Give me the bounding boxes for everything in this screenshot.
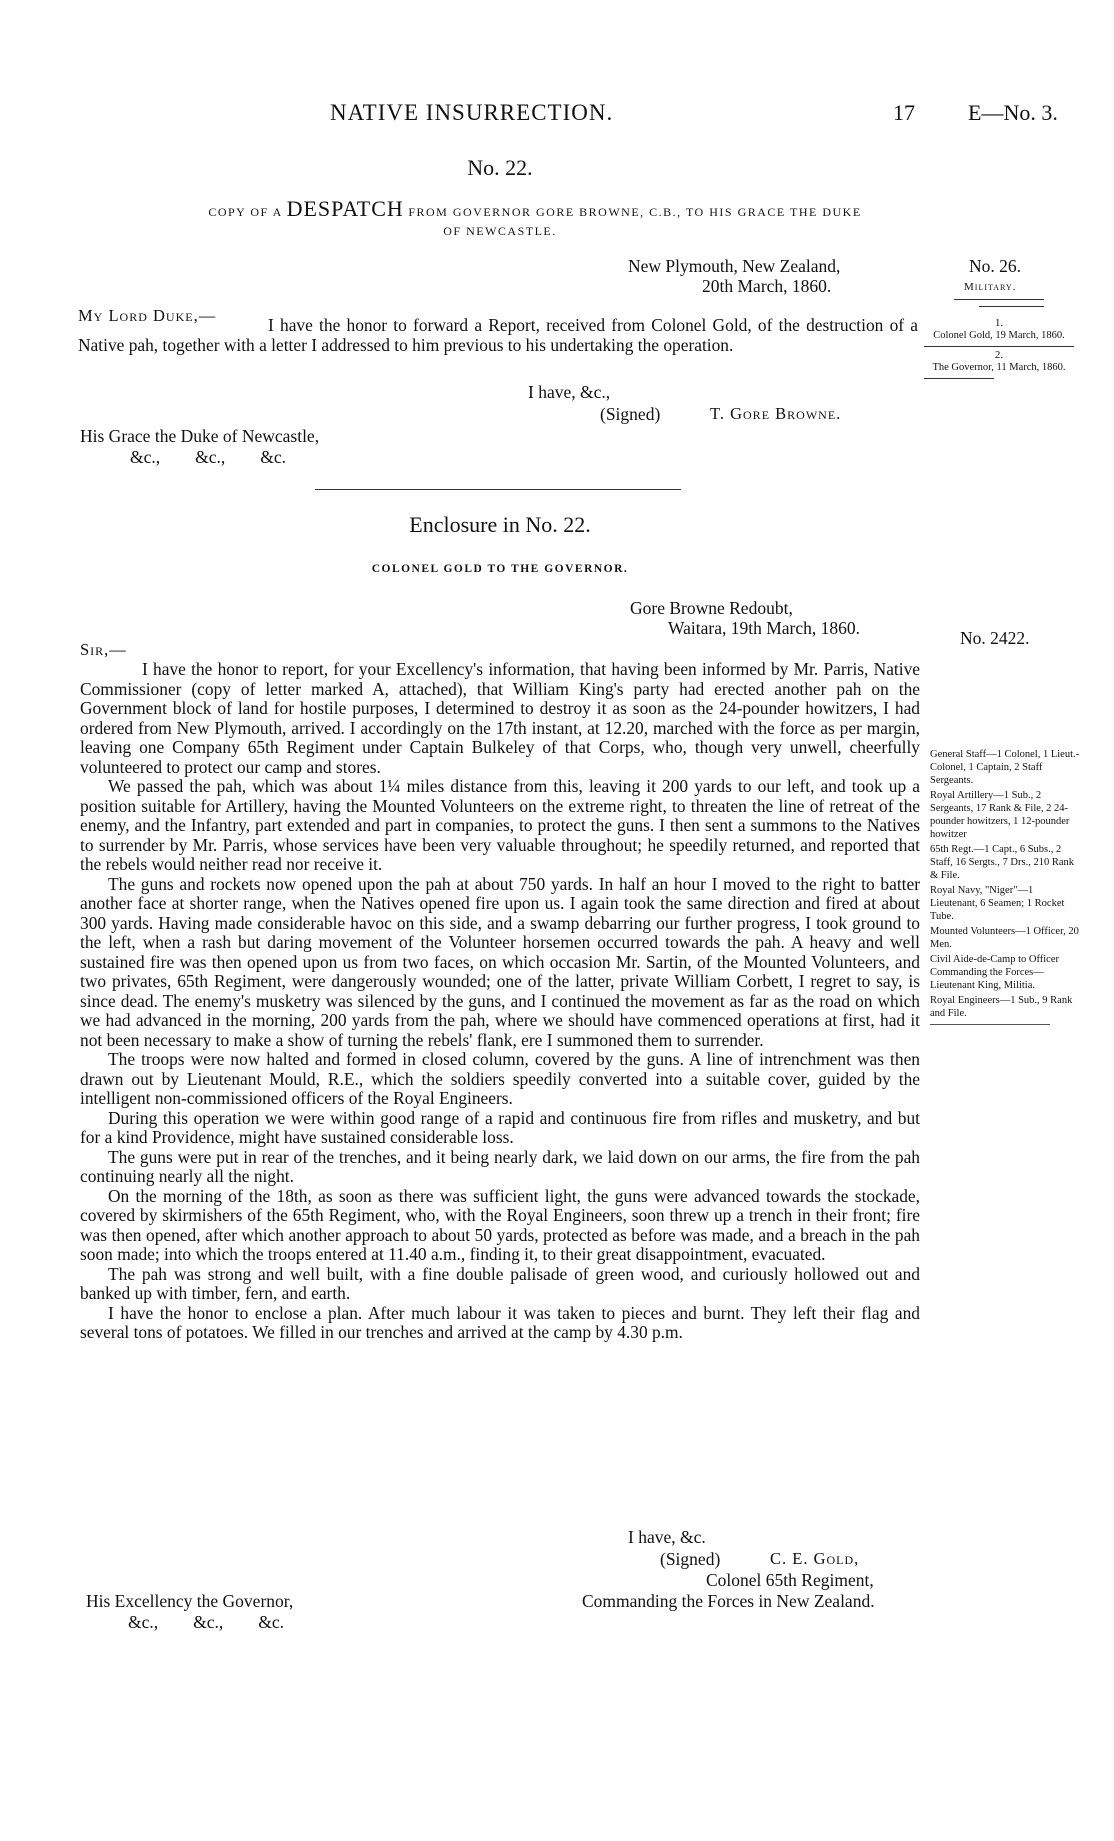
- force-entry: 65th Regt.—1 Capt., 6 Subs., 2 Staff, 16 Sergts., 7 Drs., 210 Rank & File.: [930, 844, 1074, 881]
- page-number: 17: [893, 100, 915, 125]
- force-margin-divider: [930, 1024, 1050, 1025]
- despatch-heading-line2: OF NEWCASTLE.: [443, 224, 557, 238]
- page-title: NATIVE INSURRECTION.: [330, 100, 614, 125]
- enclosure-signed-label: (Signed): [660, 1549, 721, 1569]
- enclosure-body: [80, 660, 920, 1343]
- enclosure-paragraph: I have the honor to report, for your Excellency's information, that having been informed by Mr. Parris, Native Commissioner (copy of letter marked A, attached), that William King's party had erected another pah on the Government block of land for hostile purposes, I determined to destroy it as soon as the 24-pounder howitzers, I had ordered from New Plymouth, arrived. I accordingly on the 17th instant, at 12.20, marched with the force as per margin, leaving one Company 65th Regiment under Captain Bulkeley of that Corps, who, though very unwell, cheerfully volunteered to protect our camp and stores.: [80, 659, 920, 777]
- section-divider: [315, 489, 681, 490]
- despatch-date: 20th March, 1860.: [702, 276, 832, 296]
- enclosure-addressee-1: His Excellency the Governor,: [86, 1591, 294, 1611]
- despatch-margin: [924, 256, 1074, 379]
- enclosure-date: Waitara, 19th March, 1860.: [668, 618, 861, 638]
- despatch-addressee-1: His Grace the Duke of Newcastle,: [80, 426, 320, 446]
- enclosure-subheading: COLONEL GOLD TO THE GOVERNOR.: [371, 563, 629, 575]
- enclosure-paragraph: On the morning of the 18th, as soon as there was sufficient light, the guns were advanced towards the stockade, covered by skirmishers of the 65th Regiment, who, with the Royal Engineers, soon threw up a trench in their front; fire was then opened, after which another approach to about 50 yards, protected as before was made, and a breach in the pah soon made; into which the troops entered at 11.40 a.m., finding it, to their great disappointment, evacuated.: [80, 1185, 920, 1264]
- enclosure-closing: I have, &c.: [628, 1527, 706, 1547]
- despatch-salutation: My Lord Duke,—: [78, 306, 217, 325]
- enclosure-salutation: Sir,—: [80, 640, 127, 659]
- despatch-body: [78, 316, 918, 355]
- force-margin-note: [930, 748, 1082, 1029]
- despatch-signature: T. Gore Browne.: [710, 404, 842, 423]
- despatch-signed-label: (Signed): [600, 404, 661, 424]
- series-number: E—No. 3.: [968, 100, 1058, 125]
- despatch-number: No. 22.: [467, 155, 533, 180]
- force-entry: Royal Engineers—1 Sub., 9 Rank and File.: [930, 995, 1073, 1019]
- heading-rest: FROM GOVERNOR GORE BROWNE, C.B., TO HIS GRACE THE DUKE: [408, 205, 862, 219]
- enclosure-margin-number: No. 2422.: [960, 628, 1030, 648]
- despatch-addressee-2: &c., &c., &c.: [130, 447, 287, 467]
- enclosure-rank-2: Commanding the Forces in New Zealand.: [582, 1591, 875, 1611]
- margin-enclosure2-text: The Governor, 11 March, 1860.: [932, 362, 1066, 373]
- enclosure-paragraph: The guns and rockets now opened upon the pah at about 750 yards. In half an hour I moved to the right to batter another face at shorter range, when the Natives opened fire upon us. I again took the same direction and fired at about 300 yards. Having made considerable havoc on this side, and a swamp debarring our further progress, I took ground to the left, when a rash but daring movement of the Volunteer horsemen occurred towards the pah. A heavy and well sustained fire was then opened upon us from two faces, on which occasion Mr. Sartin, of the Mounted Volunteers, and two privates, 65th Regiment, were dangerously wounded; one of the latter, private William Corbett, I regret to say, is since dead. The enemy's musketry was silenced by the guns, and I continued the movement as far as the road on which we had advanced in the morning, 200 yards from the pah, where we should have commenced operations at first, had it not been necessary to make a show of turning the rebels' flank, ere I summoned them to surrender.: [80, 873, 920, 1050]
- margin-divider: [954, 299, 1044, 300]
- margin-despatch-number: No. 26.: [969, 256, 1022, 276]
- despatch-paragraph: I have the honor to forward a Report, received from Colonel Gold, of the destruction of a Native pah, together with a letter I addressed to him previous to his undertaking the operation.: [78, 315, 918, 355]
- margin-enclosure2-num: 2.: [994, 349, 1004, 361]
- margin-enclosure1-num: 1.: [994, 317, 1004, 329]
- enclosure-rank-1: Colonel 65th Regiment,: [706, 1570, 874, 1590]
- enclosure-paragraph: During this operation we were within good range of a rapid and continuous fire from rifles and musketry, and but for a kind Providence, might have sustained considerable loss.: [80, 1107, 920, 1147]
- running-header: [0, 100, 1114, 130]
- force-entry: Mounted Volunteers—1 Officer, 20 Men.: [930, 926, 1079, 950]
- enclosure-paragraph: I have the honor to enclose a plan. After much labour it was taken to pieces and burnt. They left their flag and several tons of potatoes. We filled in our trenches and arrived at the camp by 4.30 p.m.: [80, 1302, 920, 1342]
- enclosure-heading: Enclosure in No. 22.: [409, 512, 591, 537]
- enclosure-paragraph: We passed the pah, which was about 1¼ miles distance from this, leaving it 200 yards to our left, and took up a position suitable for Artillery, having the Mounted Volunteers on the extreme right, to threaten the line of retreat of the enemy, and the Infantry, part extended and part in companies, to protect the guns. I then sent a summons to the Natives to surrender by Mr. Parris, whose services have been very valuable throughout; he speedily returned, and reported that the rebels would neither read nor receive it.: [80, 776, 920, 874]
- force-entry: Royal Artillery—1 Sub., 2 Sergeants, 17 Rank & File, 2 24-pounder howitzers, 1 12-pounder howitzer: [930, 790, 1070, 840]
- heading-big: DESPATCH: [286, 196, 404, 221]
- enclosure-paragraph: The troops were now halted and formed in closed column, covered by the guns. A line of intrenchment was then drawn out by Lieutenant Mould, R.E., which the soldiers speedily converted into a suitable cover, guided by the intelligent non-commissioned officers of the Royal Engineers.: [80, 1049, 920, 1108]
- enclosure-addressee-2: &c., &c., &c.: [128, 1612, 285, 1632]
- enclosure-paragraph: The guns were put in rear of the trenches, and it being nearly dark, we laid down on our arms, the fire from the pah continuing nearly all the night.: [80, 1146, 920, 1186]
- margin-enclosure1-text: Colonel Gold, 19 March, 1860.: [933, 330, 1065, 341]
- margin-divider: [979, 306, 1044, 307]
- margin-divider: [924, 378, 994, 379]
- margin-divider: [924, 346, 1074, 347]
- despatch-place: New Plymouth, New Zealand,: [628, 256, 841, 276]
- force-entry: General Staff—1 Colonel, 1 Lieut.-Colonel, 1 Captain, 2 Staff Sergeants.: [930, 749, 1080, 786]
- heading-prefix: COPY OF A: [208, 205, 283, 219]
- enclosure-place: Gore Browne Redoubt,: [630, 598, 793, 618]
- enclosure-signature: C. E. Gold,: [770, 1549, 860, 1568]
- enclosure-paragraph: The pah was strong and well built, with a fine double palisade of green wood, and curiously hollowed out and banked up with timber, fern, and earth.: [80, 1263, 920, 1303]
- force-entry: Civil Aide-de-Camp to Officer Commanding the Forces—Lieutenant King, Militia.: [930, 954, 1059, 991]
- despatch-closing: I have, &c.,: [528, 382, 611, 402]
- margin-category: Military.: [964, 281, 1017, 293]
- despatch-heading: [40, 196, 1030, 225]
- force-entry: Royal Navy, "Niger"—1 Lieutenant, 6 Seamen; 1 Rocket Tube.: [930, 885, 1065, 922]
